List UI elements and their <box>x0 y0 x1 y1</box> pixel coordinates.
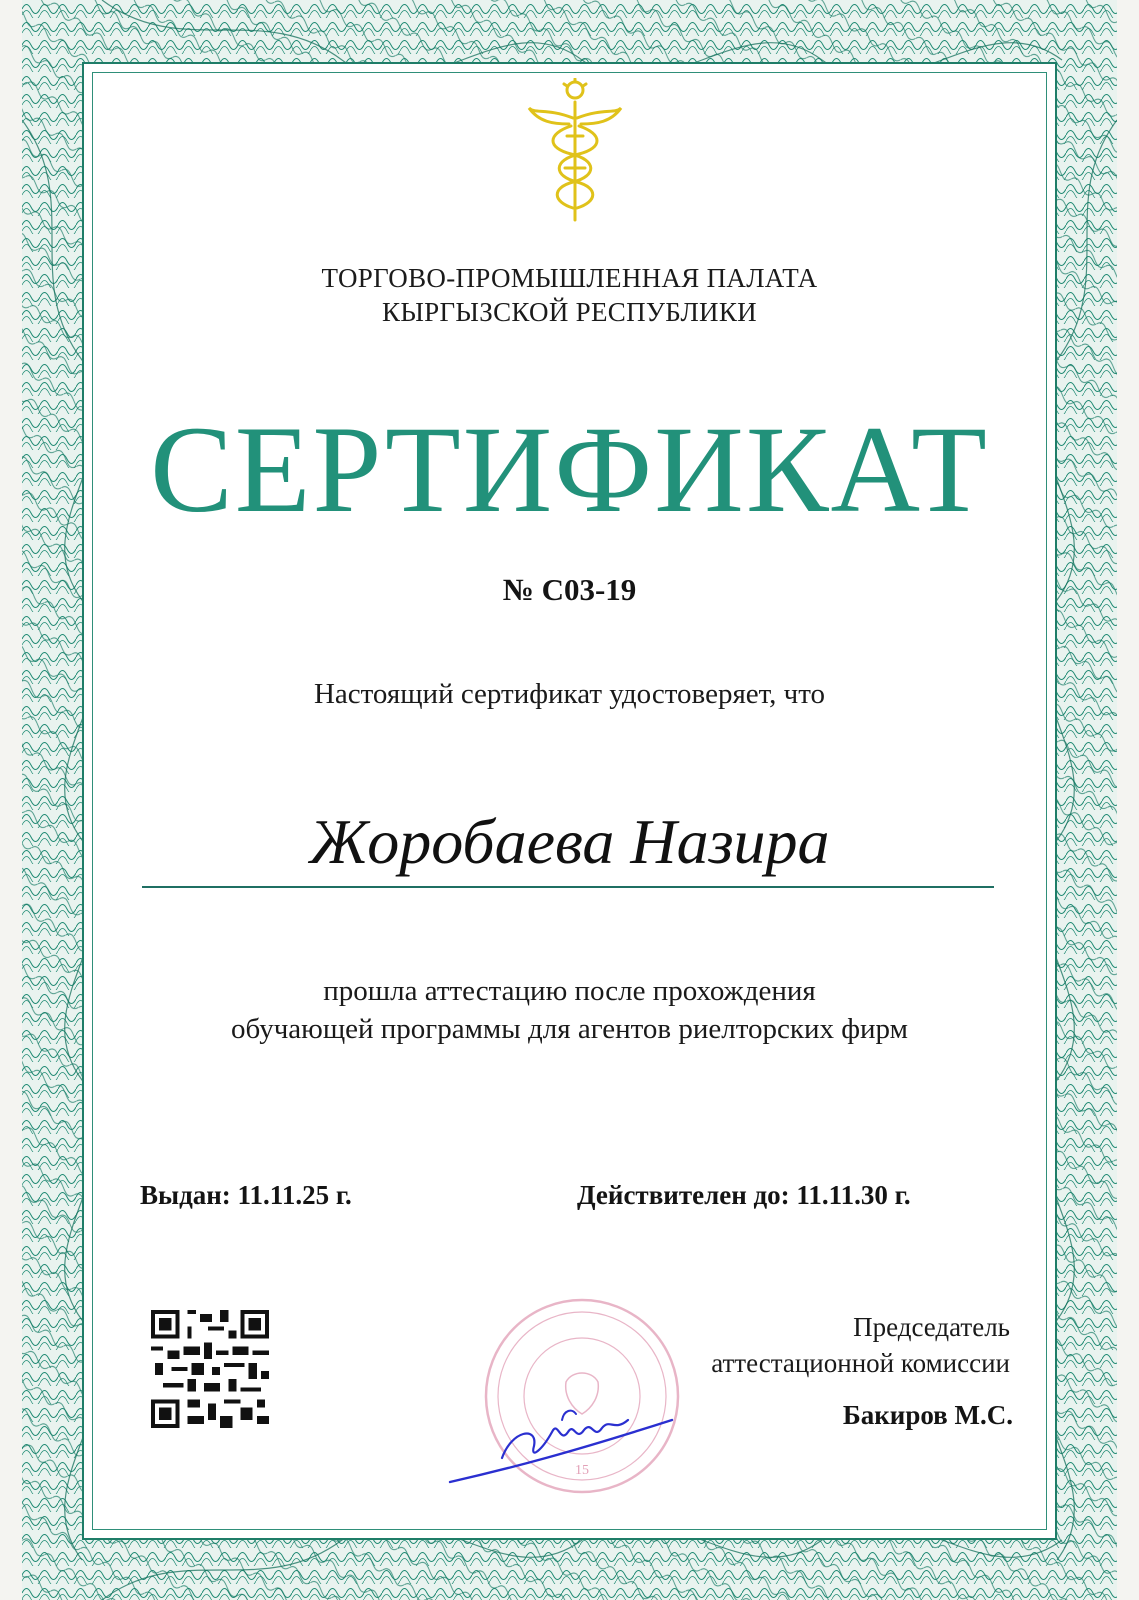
recipient-underline <box>142 886 994 888</box>
certificate-sheet <box>22 0 1117 1600</box>
certificate-title: СЕРТИФИКАТ <box>150 401 989 538</box>
signatory-name: Бакиров М.С. <box>842 1400 1013 1430</box>
organization-name-line2: КЫРГЫЗСКОЙ РЕСПУБЛИКИ <box>382 297 757 327</box>
description-line2: обучающей программы для агентов риелторских фирм <box>231 1013 908 1045</box>
recipient-name: Жоробаева Назира <box>309 806 830 877</box>
organization-name-line1: ТОРГОВО-ПРОМЫШЛЕННАЯ ПАЛАТА <box>321 263 818 293</box>
description-line1: прошла аттестацию после прохождения <box>323 975 816 1007</box>
intro-text: Настоящий сертификат удостоверяет, что <box>313 678 826 710</box>
signatory-role-line2: аттестационной комиссии <box>711 1348 1010 1378</box>
issued-date: Выдан: 11.11.25 г. <box>140 1180 352 1210</box>
stamp-number: 15 <box>575 1463 589 1478</box>
qr-code-icon <box>151 1310 269 1428</box>
certificate-number: № С03-19 <box>502 572 637 607</box>
caduceus-emblem-icon <box>527 78 623 228</box>
signatory-role-line1: Председатель <box>853 1312 1010 1342</box>
handwritten-signature-icon <box>442 1380 702 1490</box>
valid-until-date: Действителен до: 11.11.30 г. <box>577 1180 911 1210</box>
